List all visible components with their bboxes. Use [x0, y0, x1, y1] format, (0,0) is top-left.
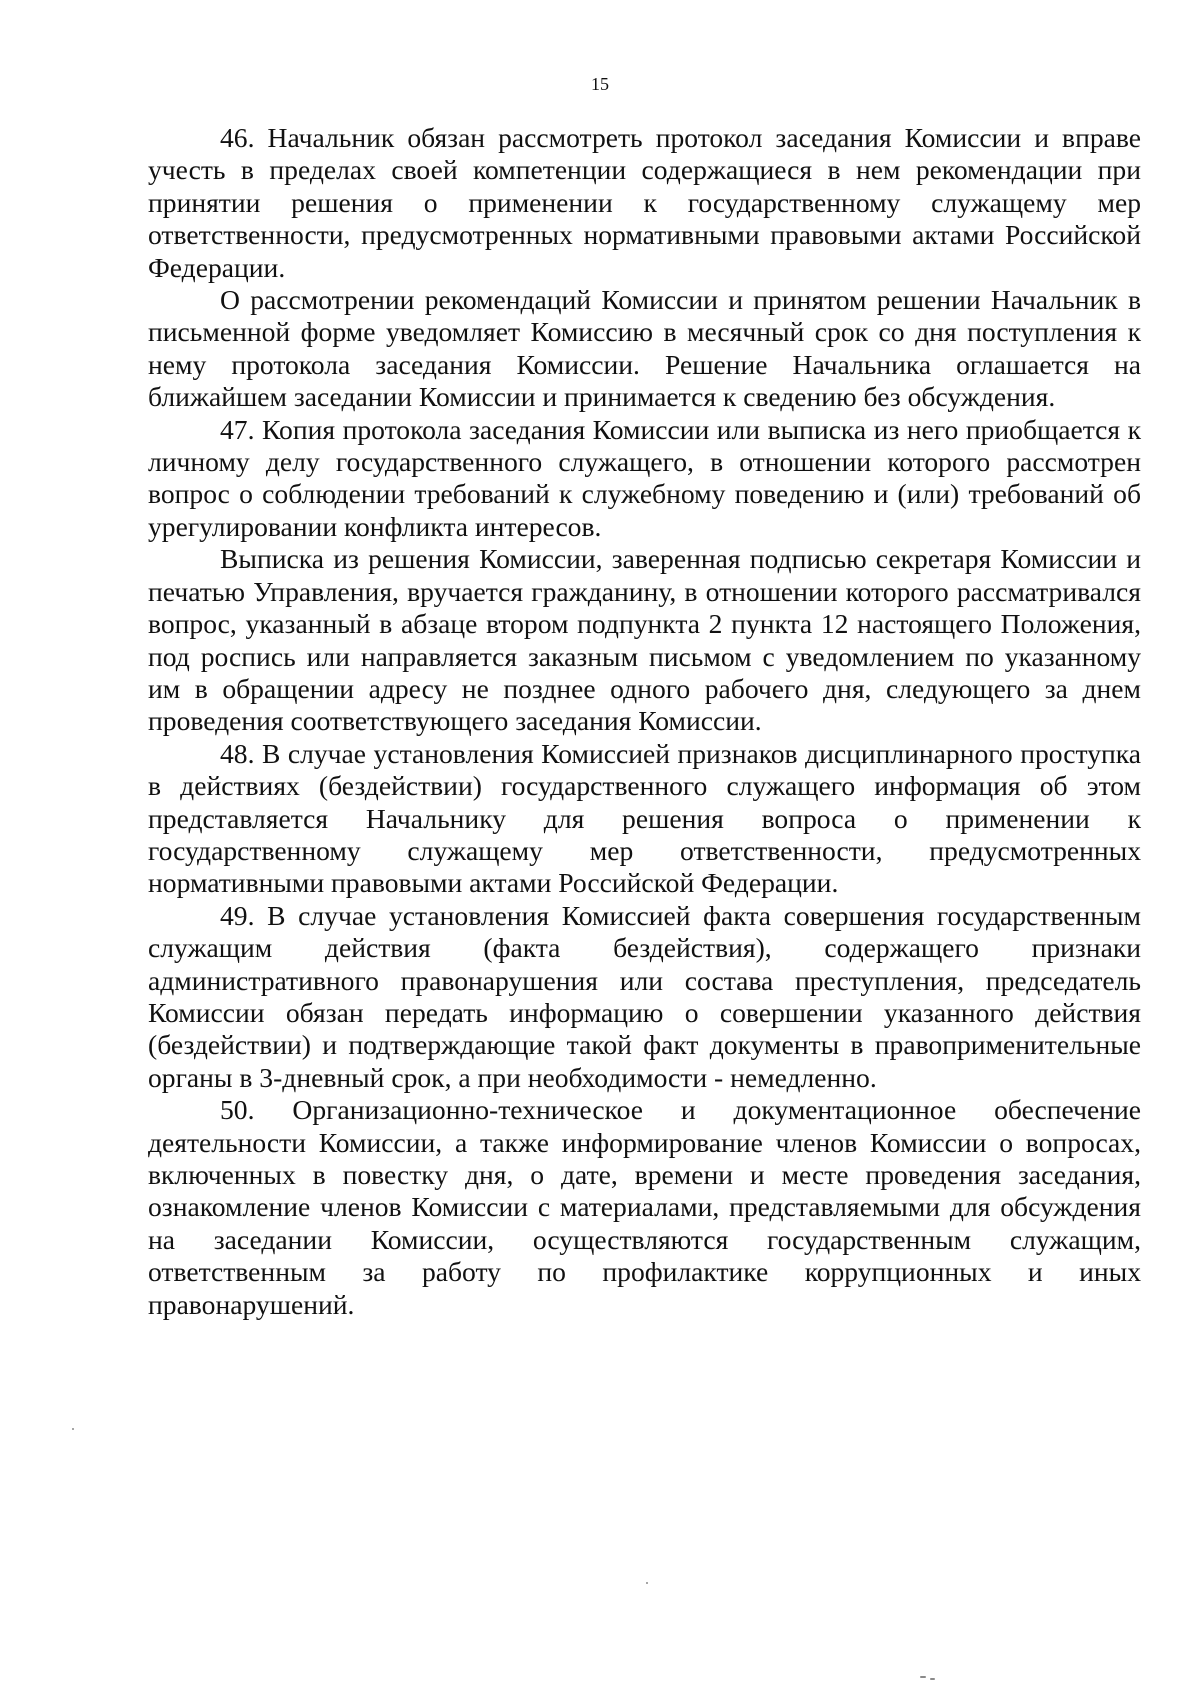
paragraph-49: 49. В случае установления Комиссией факта совершения государственным служащим действия (факта бездействия), содержащего признаки административного правонарушения или состава преступления, председатель Комиссии обязан передать информацию о совершении указанного действия (бездействии) и подтверждающие такой факт документы в правоприменительные органы в 3-дневный срок, а при необходимости - немедленно.	[148, 899, 1141, 1093]
scan-speck	[920, 1676, 926, 1678]
paragraph-46-decision-notice: О рассмотрении рекомендаций Комиссии и принятом решении Начальник в письменной форме уведомляет Комиссию в месячный срок со дня поступления к нему протокола заседания Комиссии. Решение Начальника оглашается на ближайшем заседании Комиссии и принимается к сведению без обсуждения.	[148, 284, 1141, 413]
scan-speck	[72, 1428, 74, 1430]
scan-speck	[646, 1582, 648, 1584]
document-body	[148, 122, 1141, 1321]
page-number: 15	[591, 74, 609, 94]
paragraph-48: 48. В случае установления Комиссией признаков дисциплинарного проступка в действиях (бездействии) государственного служащего информация об этом представляется Начальнику для решения вопроса о применении к государственному служащему мер ответственности, предусмотренных нормативными правовыми актами Российской Федерации.	[148, 737, 1141, 899]
scan-speck	[930, 1678, 935, 1680]
paragraph-50: 50. Организационно-техническое и документационное обеспечение деятельности Комиссии, а также информирование членов Комиссии о вопросах, включенных в повестку дня, о дате, времени и месте проведения заседания, ознакомление членов Комиссии с материалами, представляемыми для обсуждения на заседании Комиссии, осуществляются государственным служащим, ответственным за работу по профилактике коррупционных и иных правонарушений.	[148, 1094, 1141, 1320]
paragraph-46: 46. Начальник обязан рассмотреть протокол заседания Комиссии и вправе учесть в пределах своей компетенции содержащиеся в нем рекомендации при принятии решения о применении к государственному служащему мер ответственности, предусмотренных нормативными правовыми актами Российской Федерации.	[148, 122, 1141, 283]
paragraph-47-extract: Выписка из решения Комиссии, заверенная подписью секретаря Комиссии и печатью Управления, вручается гражданину, в отношении которого рассматривался вопрос, указанный в абзаце втором подпункта 2 пункта 12 настоящего Положения, под роспись или направляется заказным письмом с уведомлением по указанному им в обращении адресу не позднее одного рабочего дня, следующего за днем проведения соответствующего заседания Комиссии.	[148, 543, 1141, 737]
paragraph-47: 47. Копия протокола заседания Комиссии или выписка из него приобщается к личному делу государственного служащего, в отношении которого рассмотрен вопрос о соблюдении требований к служебному поведению и (или) требований об урегулировании конфликта интересов.	[148, 413, 1141, 542]
